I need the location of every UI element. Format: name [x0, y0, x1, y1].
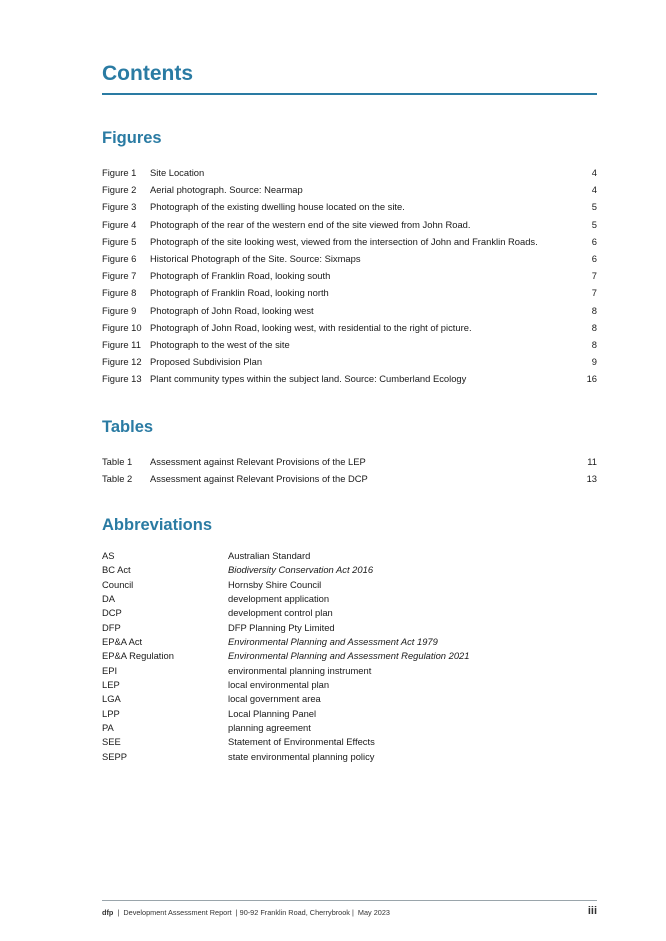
figure-label: Figure 9 — [102, 304, 137, 316]
figure-page-number: 4 — [591, 167, 597, 178]
figure-page-number: 4 — [591, 184, 597, 196]
figure-label: Figure 13 — [102, 373, 142, 385]
figure-label: Figure 4 — [102, 218, 137, 230]
tables-list — [102, 453, 597, 487]
figure-entry[interactable] — [102, 250, 597, 267]
footer — [102, 908, 390, 917]
figure-caption: Historical Photograph of the Site. Source: Sixmaps — [150, 252, 361, 264]
abbreviation-term: LGA — [102, 693, 121, 705]
abbreviation-row — [102, 735, 597, 749]
abbreviation-row — [102, 621, 597, 635]
figure-page-number: 6 — [591, 252, 597, 264]
table-entry[interactable] — [102, 470, 597, 487]
figure-label: Figure 1 — [102, 167, 137, 178]
figure-page-number: 9 — [591, 356, 597, 368]
figure-page-number: 7 — [591, 287, 597, 299]
figure-label: Figure 8 — [102, 287, 137, 299]
abbreviation-definition: local environmental plan — [228, 679, 330, 691]
figure-entry[interactable] — [102, 181, 597, 198]
abbreviation-row — [102, 606, 597, 620]
abbreviation-definition: development application — [228, 593, 330, 605]
figure-label: Figure 6 — [102, 252, 137, 264]
page-title: Contents — [102, 62, 193, 85]
figure-entry[interactable] — [102, 233, 597, 250]
abbreviation-term: LPP — [102, 707, 120, 719]
abbreviation-row — [102, 721, 597, 735]
abbreviation-row — [102, 678, 597, 692]
figure-entry[interactable] — [102, 319, 597, 336]
table-page-number: 13 — [586, 473, 597, 485]
abbreviation-row — [102, 649, 597, 663]
abbreviation-term: DCP — [102, 607, 122, 619]
figure-page-number: 8 — [591, 321, 597, 333]
abbreviation-definition: Environmental Planning and Assessment Regulation 2021 — [228, 650, 470, 662]
figures-list — [102, 164, 597, 387]
figure-label: Figure 12 — [102, 356, 142, 368]
figure-label: Figure 2 — [102, 184, 137, 196]
figure-label: Figure 10 — [102, 321, 142, 333]
figure-entry[interactable] — [102, 216, 597, 233]
figure-page-number: 5 — [591, 218, 597, 230]
footer-info: | Development Assessment Report | 90-92 Franklin Road, Cherrybrook | May 2023 — [113, 908, 390, 917]
figure-caption: Photograph of John Road, looking west — [150, 304, 314, 316]
figure-caption: Photograph of Franklin Road, looking north — [150, 287, 329, 299]
abbreviation-term: PA — [102, 722, 114, 734]
abbreviations-heading: Abbreviations — [102, 516, 213, 534]
abbreviation-row — [102, 750, 597, 764]
figure-page-number: 6 — [591, 235, 597, 247]
abbreviations-list — [102, 549, 597, 764]
abbreviation-definition: state environmental planning policy — [228, 750, 375, 762]
abbreviation-definition: Local Planning Panel — [228, 707, 317, 719]
figure-entry[interactable] — [102, 267, 597, 284]
abbreviation-row — [102, 578, 597, 592]
page-number: iii — [587, 905, 597, 917]
figure-caption: Photograph of the rear of the western end of the site viewed from John Road. — [150, 218, 471, 230]
abbreviation-term: EP&A Regulation — [102, 650, 174, 662]
figure-label: Figure 7 — [102, 270, 137, 282]
abbreviation-term: SEE — [102, 736, 121, 748]
table-caption: Assessment against Relevant Provisions of the LEP — [150, 456, 366, 467]
abbreviation-definition: Hornsby Shire Council — [228, 578, 322, 590]
abbreviation-term: LEP — [102, 679, 120, 691]
abbreviation-row — [102, 692, 597, 706]
abbreviation-term: EP&A Act — [102, 636, 143, 648]
figure-entry[interactable] — [102, 336, 597, 353]
abbreviation-definition: environmental planning instrument — [228, 664, 372, 676]
figure-entry[interactable] — [102, 370, 597, 387]
abbreviation-term: AS — [102, 550, 115, 561]
table-caption: Assessment against Relevant Provisions of the DCP — [150, 473, 368, 485]
abbreviation-term: BC Act — [102, 564, 131, 576]
abbreviation-term: DA — [102, 593, 116, 605]
abbreviation-definition: Biodiversity Conservation Act 2016 — [228, 564, 374, 576]
abbreviation-row — [102, 664, 597, 678]
title-divider — [102, 93, 597, 95]
figure-page-number: 5 — [591, 201, 597, 213]
figure-page-number: 7 — [591, 270, 597, 282]
abbreviation-term: EPI — [102, 664, 118, 676]
figure-page-number: 8 — [591, 304, 597, 316]
abbreviation-definition: Statement of Environmental Effects — [228, 736, 375, 748]
abbreviation-definition: Australian Standard — [228, 550, 311, 561]
figure-entry[interactable] — [102, 353, 597, 370]
abbreviation-definition: Environmental Planning and Assessment Act 1979 — [228, 636, 438, 648]
abbreviation-definition: DFP Planning Pty Limited — [228, 621, 335, 633]
abbreviation-term: SEPP — [102, 750, 128, 762]
abbreviation-definition: development control plan — [228, 607, 333, 619]
footer-divider — [102, 900, 597, 901]
abbreviation-row — [102, 563, 597, 577]
footer-brand: dfp — [102, 908, 114, 917]
figure-page-number: 8 — [591, 338, 597, 350]
figure-caption: Site Location — [150, 167, 205, 178]
abbreviation-term: Council — [102, 578, 134, 590]
figures-heading: Figures — [102, 129, 162, 147]
abbreviation-row — [102, 549, 597, 563]
figure-entry[interactable] — [102, 302, 597, 319]
table-label: Table 1 — [102, 456, 133, 467]
figure-caption: Proposed Subdivision Plan — [150, 356, 263, 368]
figure-caption: Photograph of Franklin Road, looking south — [150, 270, 331, 282]
figure-entry[interactable] — [102, 198, 597, 215]
figure-page-number: 16 — [586, 373, 597, 385]
figure-caption: Aerial photograph. Source: Nearmap — [150, 184, 303, 196]
figure-entry[interactable] — [102, 284, 597, 301]
abbreviation-definition: local government area — [228, 693, 321, 705]
table-label: Table 2 — [102, 473, 133, 485]
figure-label: Figure 3 — [102, 201, 137, 213]
table-page-number: 11 — [587, 456, 597, 467]
abbreviation-row — [102, 635, 597, 649]
abbreviation-term: DFP — [102, 621, 121, 633]
table-entry[interactable] — [102, 453, 597, 470]
figure-caption: Photograph of the site looking west, viewed from the intersection of John and Franklin Roads. — [150, 235, 538, 247]
abbreviation-row — [102, 592, 597, 606]
figure-label: Figure 5 — [102, 235, 137, 247]
figure-caption: Photograph of the existing dwelling house located on the site. — [150, 201, 405, 213]
abbreviation-definition: planning agreement — [228, 722, 311, 734]
figure-caption: Photograph of John Road, looking west, with residential to the right of picture. — [150, 321, 472, 333]
abbreviation-row — [102, 707, 597, 721]
tables-heading: Tables — [102, 418, 154, 436]
figure-caption: Photograph to the west of the site — [150, 338, 290, 350]
figure-entry[interactable] — [102, 164, 597, 181]
figure-label: Figure 11 — [102, 338, 141, 350]
figure-caption: Plant community types within the subject land. Source: Cumberland Ecology — [150, 373, 467, 385]
